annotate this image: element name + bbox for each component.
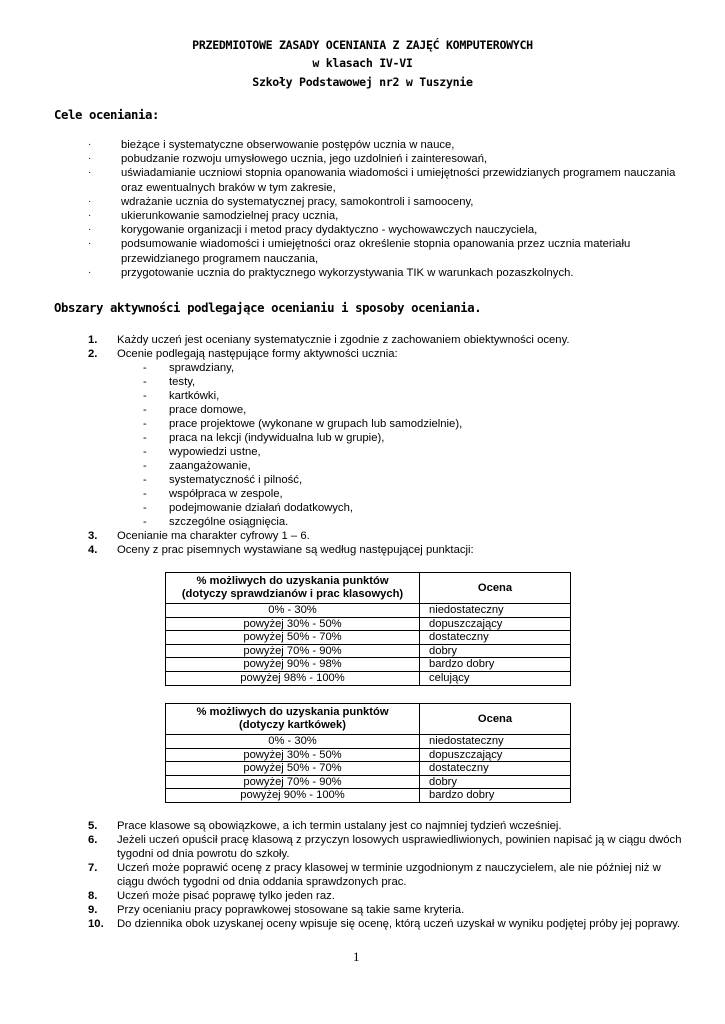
numbered-item: 5. Prace klasowe są obowiązkowe, a ich termin ustalany jest co najmniej tydzień wcześniej. bbox=[88, 820, 562, 832]
page-number: 1 bbox=[353, 949, 360, 964]
list-item: - szczególne osiągnięcia. bbox=[143, 516, 289, 528]
table-row: powyżej 50% - 70% dostateczny bbox=[166, 631, 571, 645]
list-item: - testy, bbox=[143, 376, 196, 388]
numbered-item: 9. Przy ocenianiu pracy poprawkowej stosowane są takie same kryteria. bbox=[88, 904, 465, 916]
list-item: · uświadamianie uczniowi stopnia opanowania wiadomości i umiejętności przewidzianych programem nauczania oraz ewentualnych braków w tym zakresie, bbox=[88, 167, 676, 194]
list-item: · podsumowanie wiadomości i umiejętności oraz określenie stopnia opanowania przez ucznia materiału przewidzianego programem nauczania, bbox=[88, 238, 631, 265]
list-item: · przygotowanie ucznia do praktycznego wykorzystywania TIK w warunkach pozaszkolnych. bbox=[88, 266, 574, 279]
numbered-item: 4. Oceny z prac pisemnych wystawiane są według następującej punktacji: bbox=[88, 544, 474, 556]
table-row: powyżej 30% - 50% dopuszczający bbox=[166, 748, 571, 762]
table-header-row bbox=[166, 573, 571, 604]
list-item: - zaangażowanie, bbox=[143, 460, 251, 472]
bullet-icon: · bbox=[88, 153, 92, 165]
table-row: 0% - 30% niedostateczny bbox=[166, 735, 571, 749]
list-item: · korygowanie organizacji i metod pracy dydaktyczno - wychowawczych nauczyciela, bbox=[88, 224, 538, 237]
bullet-icon: · bbox=[88, 167, 92, 179]
list-item: · bieżące i systematyczne obserwowanie postępów ucznia w nauce, bbox=[88, 139, 455, 151]
goals-heading: Cele oceniania: bbox=[54, 108, 160, 122]
bullet-icon: · bbox=[88, 238, 92, 250]
table-row: powyżej 50% - 70% dostateczny bbox=[166, 762, 571, 776]
numbered-item: 7. Uczeń może poprawić ocenę z pracy klasowej w terminie uzgodnionym z nauczycielem, ale nie później niż w ciągu dwóch tygodni od dnia oddania sprawdzonych prac. bbox=[88, 862, 661, 888]
numbered-item: 6. Jeżeli uczeń opuścił pracę klasową z przyczyn losowych usprawiedliwionych, powinien napisać ją w ciągu dwóch tygodni od dnia powrotu do szkoły. bbox=[88, 834, 682, 860]
numbered-item: 10. Do dziennika obok uzyskanej oceny wpisuje się ocenę, którą uczeń uzyskał w wyniku podjętej próby jej poprawy. bbox=[88, 918, 681, 930]
list-item: - wypowiedzi ustne, bbox=[143, 446, 261, 458]
list-item: - prace projektowe (wykonane w grupach lub samodzielnie), bbox=[143, 418, 463, 430]
bullet-icon: · bbox=[88, 139, 92, 150]
list-item: · pobudzanie rozwoju umysłowego ucznia, jego uzdolnień i zainteresowań, bbox=[88, 153, 488, 166]
document-title: PRZEDMIOTOWE ZASADY OCENIANIA Z ZAJĘĆ KOMPUTEROWYCH bbox=[192, 38, 533, 52]
list-item: - współpraca w zespole, bbox=[143, 488, 283, 500]
table-row: powyżej 98% - 100% celujący bbox=[166, 671, 571, 685]
list-item: - sprawdziany, bbox=[143, 362, 235, 374]
list-item: - prace domowe, bbox=[143, 404, 247, 416]
table-row: powyżej 90% - 98% bardzo dobry bbox=[166, 658, 571, 672]
numbered-item: 1. Każdy uczeń jest oceniany systematycznie i zgodnie z zachowaniem obiektywności oceny. bbox=[88, 334, 570, 346]
table-row: powyżej 90% - 100% bardzo dobry bbox=[166, 789, 571, 803]
grading-table-quizzes bbox=[165, 703, 571, 803]
rules-list bbox=[88, 819, 688, 931]
list-item: · ukierunkowanie samodzielnej pracy ucznia, bbox=[88, 210, 339, 223]
bullet-icon: · bbox=[88, 224, 92, 236]
list-item: · wdrażanie ucznia do systematycznej pracy, samokontroli i samooceny, bbox=[88, 195, 474, 208]
table-header-grade: Ocena bbox=[420, 573, 571, 604]
numbered-item: 2. Ocenie podlegają następujące formy aktywności ucznia: bbox=[88, 348, 398, 360]
grading-table-tests bbox=[165, 572, 571, 686]
list-item: - podejmowanie działań dodatkowych, bbox=[143, 502, 354, 514]
table-header-row bbox=[166, 704, 571, 735]
goals-list bbox=[88, 138, 688, 280]
areas-list bbox=[88, 333, 688, 557]
numbered-item: 8. Uczeń może pisać poprawę tylko jeden raz. bbox=[88, 890, 335, 902]
document-subtitle-classes: w klasach IV-VI bbox=[312, 56, 413, 70]
table-header-range: % możliwych do uzyskania punktów (dotyczy kartkówek) bbox=[166, 704, 420, 735]
bullet-icon: · bbox=[88, 195, 92, 207]
bullet-icon: · bbox=[88, 266, 92, 278]
table-header-grade: Ocena bbox=[420, 704, 571, 735]
table-row: powyżej 70% - 90% dobry bbox=[166, 775, 571, 789]
list-item: - systematyczność i pilność, bbox=[143, 474, 303, 486]
bullet-icon: · bbox=[88, 210, 92, 222]
list-item: - praca na lekcji (indywidualna lub w grupie), bbox=[143, 432, 385, 444]
areas-heading: Obszary aktywności podlegające ocenianiu i sposoby oceniania. bbox=[54, 301, 482, 315]
table-header-range: % możliwych do uzyskania punktów (dotyczy sprawdzianów i prac klasowych) bbox=[166, 573, 420, 604]
document-subtitle-school: Szkoły Podstawowej nr2 w Tuszynie bbox=[252, 75, 473, 89]
numbered-item: 3. Ocenianie ma charakter cyfrowy 1 – 6. bbox=[88, 530, 310, 542]
table-row: 0% - 30% niedostateczny bbox=[166, 604, 571, 618]
list-item: - kartkówki, bbox=[143, 390, 220, 402]
table-row: powyżej 30% - 50% dopuszczający bbox=[166, 617, 571, 631]
table-row: powyżej 70% - 90% dobry bbox=[166, 644, 571, 658]
